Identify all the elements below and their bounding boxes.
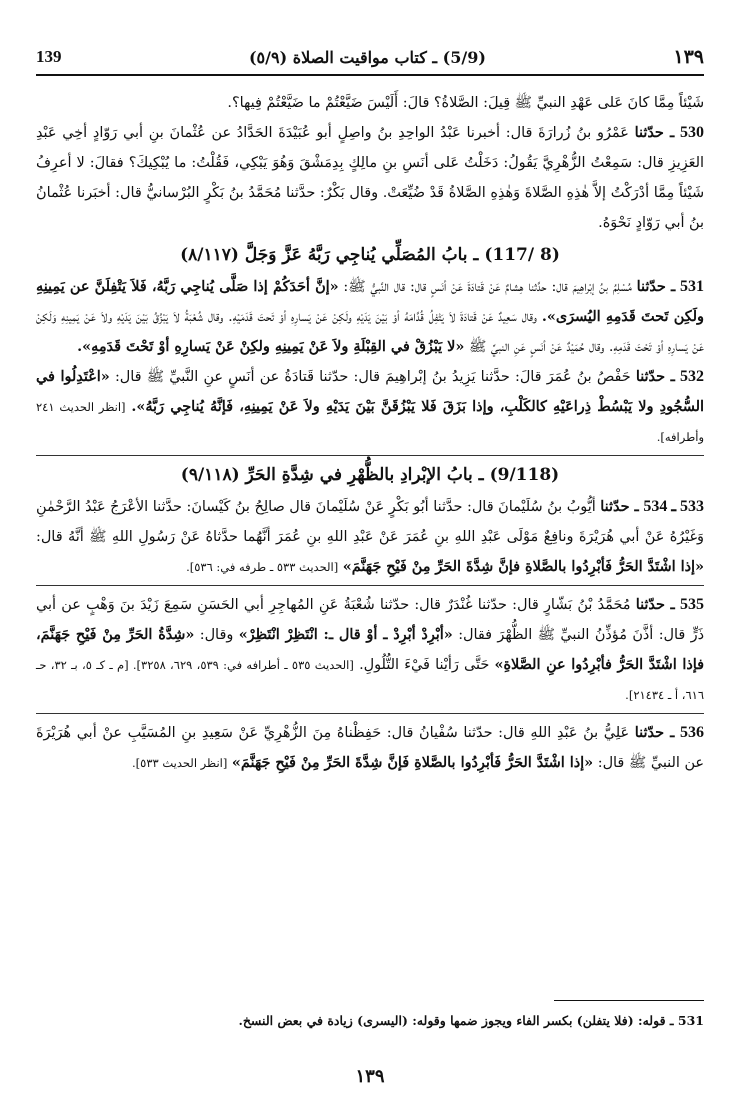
page-number-arabic: ١٣٩ [673,46,704,68]
hadith-number: 533 ـ 534 [643,498,705,515]
hadith-text: وقال: [199,627,234,643]
hadith-lead: ـ حدّثنا [635,596,675,613]
hadith-text: مُسْلِمُ بنُ إبْراهِيمَ قال: حدَّثنا هِشامٌ عَنْ قَتادَةَ عَنْ أنَسٍ قال: قال النَّبيُّ ﷺ: [343,279,632,295]
chapter-heading-8: (8 /117) ـ بابُ المُصَلِّي يُناجِي رَبَّهُ عَزَّ وَجَلَّ (٨/١١٧) [180,245,560,265]
main-text [36,88,704,778]
hadith-531 [36,272,704,362]
hadith-536 [36,718,704,778]
hadith-lead: ـ حدّثنا [636,278,676,295]
footnote-divider [554,1000,704,1001]
hadith-535 [36,590,704,714]
prophetic-quote: «إنَّ أحَدَكُمْ إذا صَلَّى يُناجِي رَبَّهُ، فَلاَ يَتْفِلَنَّ عن يَمِينِهِ ولَكِن تَحتَ قَدَمِهِ اليُسرَى». [36,278,704,325]
prophetic-quote: «إذا اشْتَدَّ الحَرُّ فَأبْرِدُوا بالصَّلاةِ فَإنَّ شِدَّةَ الحَرِّ مِنْ فَيْحِ جَهَنَّمَ» [231,754,594,771]
hadith-number: 531 [679,278,704,295]
hadith-number: 535 [680,596,705,613]
cross-reference: [الحديث ٥٣٥ ـ أطرافه في: ٥٣٩، ٦٢٩، ٣٢٥٨]. [م ـ كـ ٥، بـ ٣٢، حـ ٦١٦، أ ـ ٢١٤٣٤]. [36,658,704,702]
page-header [36,40,704,76]
hadith-number: 536 [680,724,704,741]
hadith-text: عَلِيُّ بنُ عَبْدِ اللهِ قال: حدّثنا سُفْيانُ قال: حَفِظْناهُ مِنَ الزُّهْرِيِّ عَنْ سَعِيدِ بنِ المُسَيَّبِ عنْ أبي هُرَيْرَةَ عن النبيِّ ﷺ قال: [36,725,704,771]
page-number-latin: 139 [36,47,62,66]
running-title: (5/9) ـ كتاب مواقيت الصلاة (٥/٩) [248,47,486,67]
prophetic-quote: «إذا اشْتَدَّ الحَرُّ فَأبْرِدُوا بالصَّلاةِ فإنَّ شِدَّةَ الحَرِّ مِنْ فَيْحِ جَهَنَّمَ» [342,558,704,575]
cross-reference: [الحديث ٥٣٣ ـ طرفه في: ٥٣٦]. [186,560,339,574]
footnote: 531 ـ قوله: (فلا يتفلن) بكسر الفاء ويجوز ضمها وقوله: (اليسرى) زيادة في بعض النسخ. [238,1013,704,1028]
hadith-number: 532 [680,368,705,385]
hadith-text: أيُّوبُ بنُ سُلَيْمانَ قال: حدَّثنا أبُو بَكْرٍ عَنْ سُلَيْمانَ قال صالِحُ بنُ كَيْسانَ: حدَّثنا الأعْرَجُ عَبْدُ الرَّحْمٰنِ وَغَيْرُهُ عَنْ أبي هُرَيْرَةَ ونافِعٌ مَوْلَى عَبْدِ اللهِ بنِ عُمَرَ عَنْ عَبْدِ اللهِ بنِ عُمَرَ أنَّهُما حدَّثاهُ عَنْ رَسُولِ اللهِ ﷺ أنَّهُ قال: [36,499,704,545]
intro-paragraph: شَيْئاً مِمَّا كانَ عَلى عَهْدِ النبيِّ ﷺ قِيلَ: الصَّلاةُ؟ قالَ: أَلَيْسَ ضَيَّعْتُمْ ما ضَيَّعْتُمْ فِيها؟. [227,95,704,111]
hadith-text: عَمْرُو بنُ زُرارَةَ قال: أخبرنا عَبْدُ الواحِدِ بنُ واصِلٍ أبو عُبَيْدَةَ الحَدَّادُ عن عُثْمانَ بنِ أبي رَوّادٍ أخِي عَبْدِ العَزِيزِ قال: سَمِعْتُ الزُّهْرِيَّ يَقُولُ: دَخَلْتُ عَلى أنَسِ بنِ مالِكٍ بِدِمَشْقَ وَهُوَ يَبْكِي، فَقُلْتُ: ما يُبْكِيكَ؟ فقالَ: لا أعرِفُ شَيْئاً مِمَّا أدْرَكْتُ إلاَّ هٰذِهِ الصَّلاةَ وَهٰذِهِ الصَّلاةُ قَدْ ضُيِّعَتْ. وقال بَكْرٌ: حدَّثنا مُحَمَّدُ بنُ بَكْرٍ البُرْسانيُّ قال: أخبَرنا عُثْمانُ بنُ أبي رَوّادٍ نَحْوَهُ. [36,125,704,231]
hadith-533-534 [36,492,704,586]
prophetic-quote: «أبْرِدْ أبْرِدْ ـ أوْ قال ـ: انْتَظِرْ انْتَظِرْ» [238,626,453,643]
prophetic-quote: «شِدَّةُ الحَرِّ مِنْ فَيْحِ جَهَنَّمَ، فإذا اشْتَدَّ الحَرُّ فأبْرِدُوا عنِ الصَّلاةِ» [36,626,705,673]
hadith-number: 530 [680,124,704,141]
hadith-530 [36,118,704,238]
hadith-lead: ـ حدّثنا [635,368,675,385]
hadith-text: مُحَمَّدُ بْنُ بَشّارٍ قال: حدّثنا غُنْدَرٌ قال: حدّثنا شُعْبَةُ عَنِ المُهاجِرِ أبي الحَسَنِ سَمِعَ زَيْدَ بنَ وَهْبٍ عن أبي ذَرٍّ قال: أذَّنَ مُؤذِّنُ النبيِّ ﷺ الظُّهْرَ فقال: [36,597,705,643]
hadith-532 [36,362,704,456]
footer-page-number: ١٣٩ [355,1066,385,1087]
hadith-text: حَتَّى رَأيْنا فَيْءَ التُّلُولِ. [359,657,490,673]
hadith-text: حَفْصُ بنُ عُمَرَ قالَ: حدَّثنا يَزِيدُ بنُ إبْراهِيمَ قال: حدّثنا قَتادَةُ عن أنَسٍ عنِ النَّبيِّ ﷺ قال: [114,369,631,385]
cross-reference: [انظر الحديث ٥٣٣]. [132,756,228,770]
prophetic-quote: «اعْتَدِلُوا في السُّجُودِ ولا يَبْسُطْ ذِراعَيْهِ كالكَلْبِ، وإذا بَزَقَ فَلا يَبْزُقَنَّ بَيْنَ يَدَيْهِ ولاَ عَنْ يَمِينِهِ، فَإنَّهُ يُناجِي رَبَّهُ». [36,368,705,415]
hadith-lead: ـ حدّثنا [634,724,675,741]
cross-reference: [انظر الحديث ٢٤١ وأطرافه]. [36,400,704,444]
hadith-lead: ـ حدّثنا [634,124,675,141]
hadith-lead: ـ حدّثنا [600,498,639,515]
hadith-text: وقال سَعِيدٌ عَنْ قَتادَةَ لاَ يَتْفِلُ قُدَّامَهُ أوْ بَيْنَ يَدَيْهِ ولَكِنْ عَنْ يَسارِهِ أوْ تَحتَ قَدَمَيْهِ. وقال شُعْبَةُ لاَ يَبْزُقُ بَيْنَ يَدَيْهِ ولاَ عَنْ يَمِينِهِ وَلَكِنْ عَنْ يَسارِهِ أوْ تَحْتَ قَدَمِهِ. وقال حُمَيْدٌ عَنْ أنَسٍ عَنِ النبيِّ ﷺ [36,309,704,355]
prophetic-quote: «لا يَبْزُقْ في القِبْلَةِ ولاَ عَنْ يَمِينِهِ ولكِنْ عَنْ يَسارِهِ أوْ تَحْتَ قَدَمِهِ». [77,338,465,355]
chapter-heading-9: (9/118) ـ بابُ الإبْرادِ بالظُّهْرِ في شِدَّةِ الحَرِّ (٩/١١٨) [180,465,560,485]
